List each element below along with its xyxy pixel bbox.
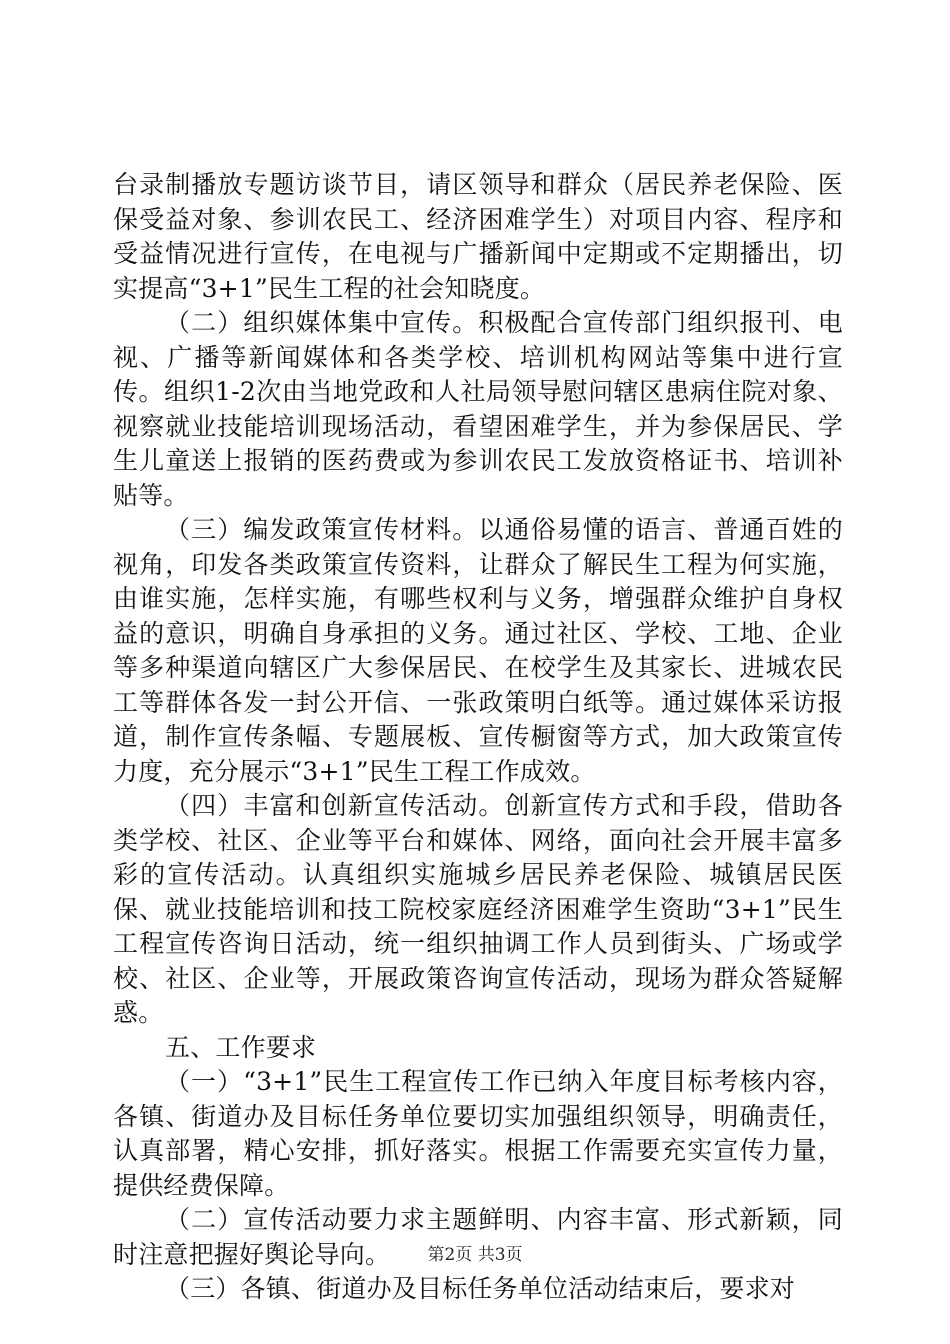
paragraph: 五、工作要求 [165,1032,317,1062]
paragraph: （二）组织媒体集中宣传。积极配合宣传部门组织报刊、电视、广播等新闻媒体和各类学校、培训机构网站等集中进行宣传。组织1-2次由当地党政和人社局领导慰问辖区患病住院对象、视察就业技能培训现场活动，看望困难学生，并为参保居民、学生儿童送上报销的医药费或为参训农民工发放资格证书、培训补贴等。 [113,308,843,510]
document-body [113,168,843,1307]
paragraph: （三）各镇、街道办及目标任务单位活动结束后，要求对 [165,1274,796,1303]
paragraph: （一）“3+1”民生工程宣传工作已纳入年度目标考核内容，各镇、街道办及目标任务单位要切实加强组织领导，明确责任，认真部署，精心安排，抓好落实。根据工作需要充实宣传力量，提供经费保障。 [113,1067,843,1200]
paragraph: （二）宣传活动要力求主题鲜明、内容丰富、形式新颖，同时注意把握好舆论导向。 [113,1205,843,1269]
paragraph: （三）编发政策宣传材料。以通俗易懂的语言、普通百姓的视角，印发各类政策宣传资料，让群众了解民生工程为何实施，由谁实施，怎样实施，有哪些权利与义务，增强群众维护自身权益的意识，明确自身承担的义务。通过社区、学校、工地、企业等多种渠道向辖区广大参保居民、在校学生及其家长、进城农民工等群体各发一封公开信、一张政策明白纸等。通过媒体采访报道，制作宣传条幅、专题展板、宣传橱窗等方式，加大政策宣传力度，充分展示“3+1”民生工程工作成效。 [113,515,843,786]
paragraph: 台录制播放专题访谈节目，请区领导和群众（居民养老保险、医保受益对象、参训农民工、经济困难学生）对项目内容、程序和受益情况进行宣传，在电视与广播新闻中定期或不定期播出，切实提高“3+1”民生工程的社会知晓度。 [113,170,843,303]
paragraph: （四）丰富和创新宣传活动。创新宣传方式和手段，借助各类学校、社区、企业等平台和媒体、网络，面向社会开展丰富多彩的宣传活动。认真组织实施城乡居民养老保险、城镇居民医保、就业技能培训和技工院校家庭经济困难学生资助“3+1”民生工程宣传咨询日活动，统一组织抽调工作人员到街头、广场或学校、社区、企业等，开展政策咨询宣传活动，现场为群众答疑解惑。 [113,791,843,1027]
page-footer: 第2页 共3页 [427,1245,523,1265]
